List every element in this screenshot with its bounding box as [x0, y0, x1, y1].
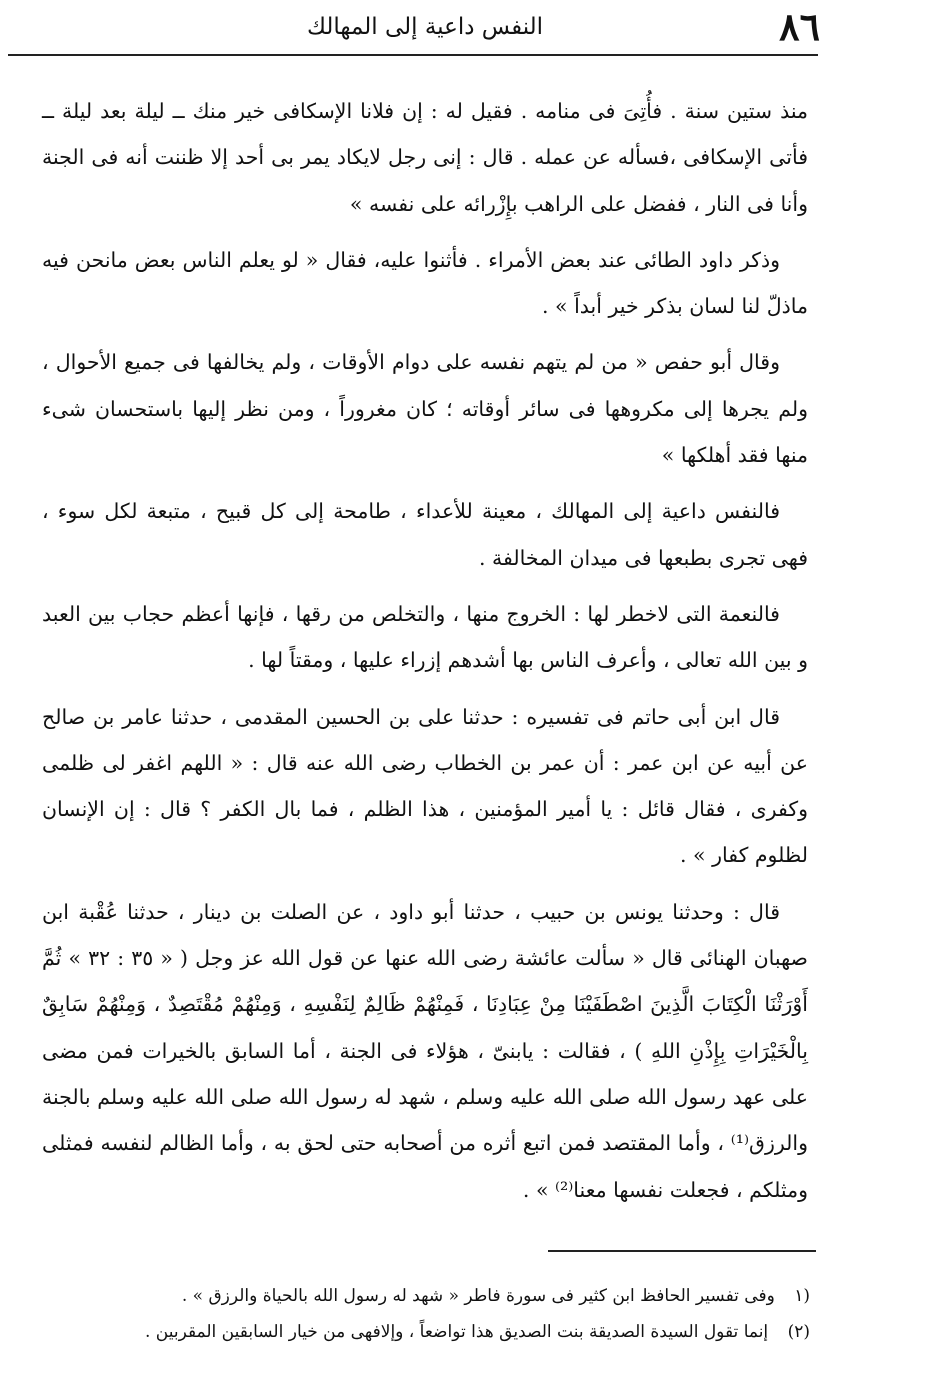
footnotes: [70, 1278, 810, 1350]
paragraph: فالنعمة التى لاخطر لها : الخروج منها ، والتخلص من رقها ، فإنها أعظم حجاب بين العبد و بين الله تعالى ، وأعرف الناس بها أشدهم إزراء عليها ، ومقتاً لها .: [42, 601, 808, 673]
footnote-number: (٢): [787, 1322, 810, 1342]
main-text: [42, 88, 808, 1223]
page-header: [30, 0, 820, 52]
footnote-number: (١: [794, 1286, 810, 1306]
footnote-text: إنما تقول السيدة الصديقة بنت الصديق هذا تواضعاً ، وإلافهى من خيار السابقين المقربين .: [144, 1322, 769, 1342]
running-title: النفس داعية إلى المهالك: [306, 14, 544, 40]
paragraph: منذ ستين سنة . فأُتِىَ فى منامه . فقيل له : إن فلانا الإسكافى خير منك ــ ليلة بعد ليلة ــ فأتى الإسكافى ،فسأله عن عمله . قال : إنى رجل لايكاد يمر بى أحد إلا ظننت أنه فى الجنة وأنا فى النار ، ففضل على الراهب بإِزْرائه على نفسه »: [42, 99, 808, 216]
paragraph: وقال أبو حفص « من لم يتهم نفسه على دوام الأوقات ، ولم يخالفها فى جميع الأحوال ، ولم يجرها إلى مكروهها فى سائر أوقاته ؛ كان مغروراً ، ومن نظر إليها باستحسان شىء منها فقد أهلكها »: [42, 350, 808, 468]
paragraph: قال ابن أبى حاتم فى تفسيره : حدثنا على بن الحسين المقدمى ، حدثنا عامر بن صالح عن أبيه عن ابن عمر : أن عمر بن الخطاب رضى الله عنه قال : « اللهم اغفر لى ظلمى وكفرى ، فقال قائل : يا أمير المؤمنين ، هذا الظلم ، فما بال الكفر ؟ قال : إن الإنسان لظلوم كفار » .: [42, 704, 808, 868]
paragraph: قال : وحدثنا يونس بن حبيب ، حدثنا أبو داود ، عن الصلت بن دينار ، حدثنا عُقْبة ابن صهبان الهنائى قال « سألت عائشة رضى الله عنها عن قول الله عز وجل ( « ٣٥ : ٣٢ » ثُمَّ أَوْرَثْنَا الْكِتَابَ الَّذِينَ اصْطَفَيْنَا مِنْ عِبَادِنَا ، فَمِنْهُمْ ظَالِمٌ لِنَفْسِهِ ، وَمِنْهُمْ مُقْتَصِدٌ ، وَمِنْهُمْ سَابِقٌ بِالْخَيْرَاتِ بِإِذْنِ اللهِ ) ، فقالت : يابنىّ ، هؤلاء فى الجنة ، أما السابق بالخيرات فمن مضى على عهد رسول الله صلى الله عليه وسلم ، شهد له رسول الله صلى الله عليه وسلم بالجنة والرزق⁽¹⁾ ، وأما المقتصد فمن اتبع أثره من أصحابه حتى لحق به ، وأما الظالم لنفسه فمثلى ومثلكم ، فجعلت نفسها معنا⁽²⁾ » .: [42, 899, 808, 1202]
page-number: ٨٦: [779, 4, 820, 49]
footnote: [70, 1278, 810, 1314]
footnote: [70, 1314, 810, 1350]
header-rule: [8, 54, 818, 56]
footnote-text: وفى تفسير الحافظ ابن كثير فى سورة فاطر « شهد له رسول الله بالحياة والرزق » .: [181, 1286, 775, 1306]
paragraph: وذكر داود الطائى عند بعض الأمراء . فأثنوا عليه، فقال « لو يعلم الناس بعض مانحن فيه ماذلّ لنا لسان بذكر خير أبداً » .: [42, 247, 808, 319]
paragraph: فالنفس داعية إلى المهالك ، معينة للأعداء ، طامحة إلى كل قبيح ، متبعة لكل سوء ، فهى تجرى بطبعها فى ميدان المخالفة .: [42, 499, 808, 570]
footnote-rule: [548, 1250, 816, 1252]
